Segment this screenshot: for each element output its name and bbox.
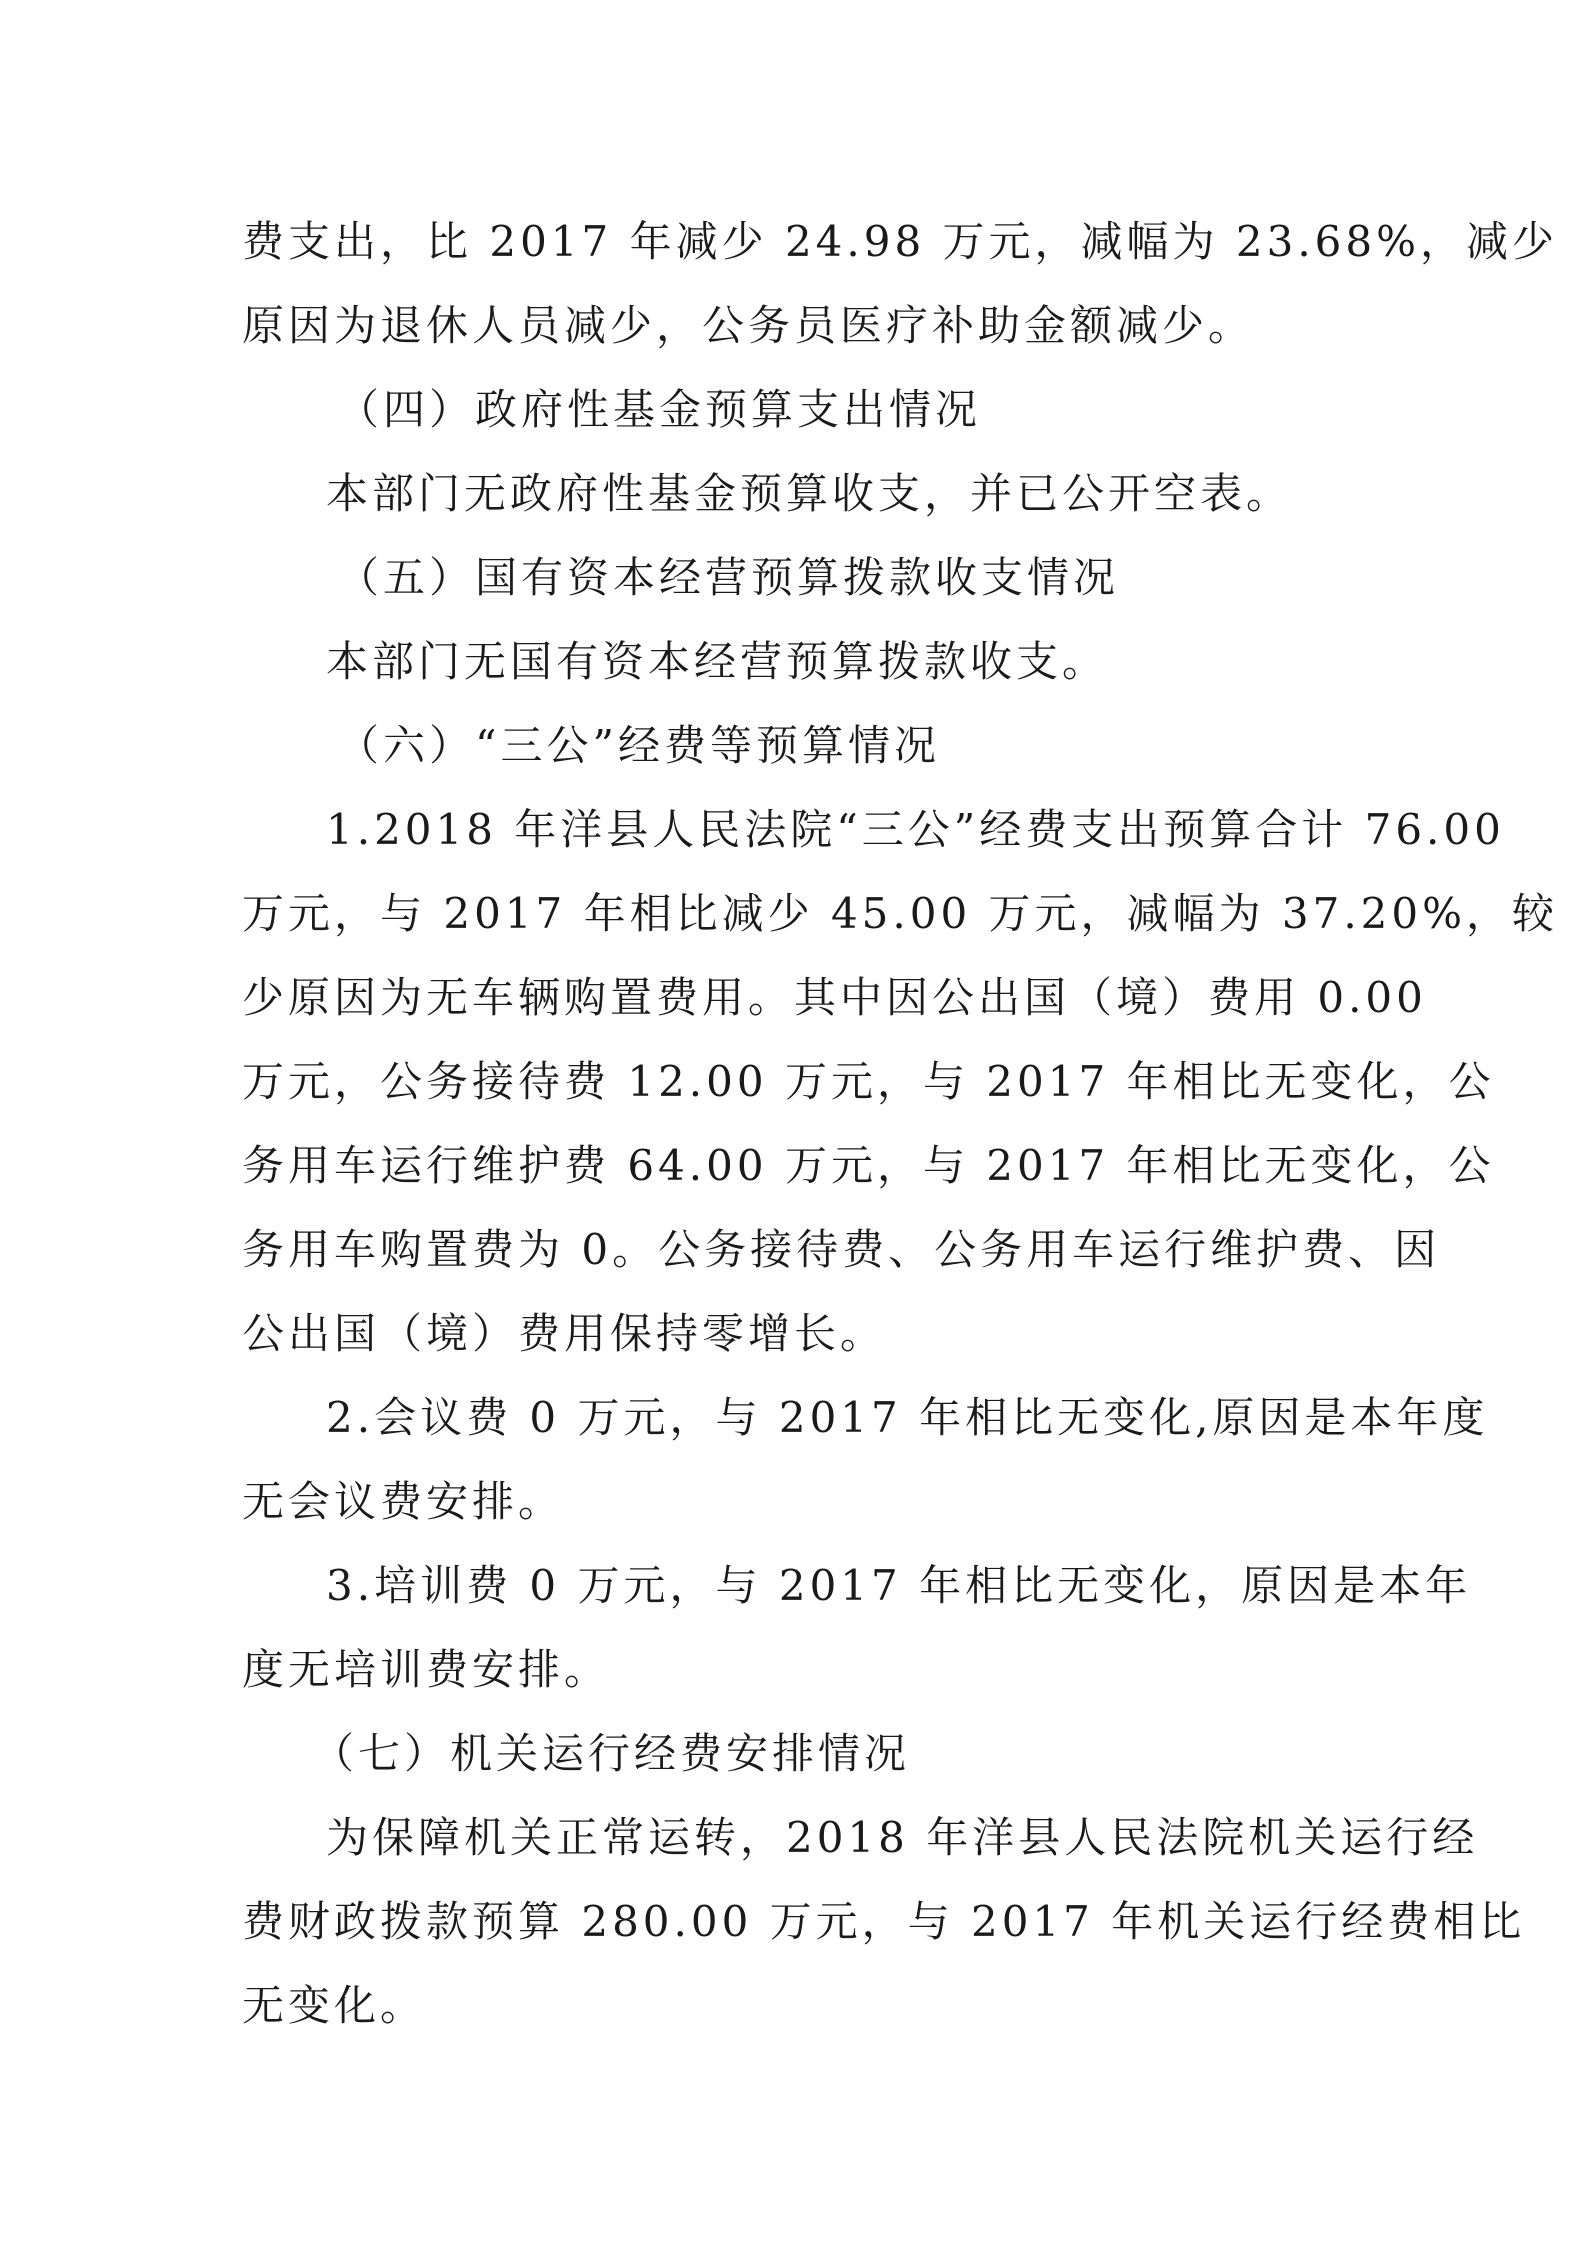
text-line: 无变化。 [242, 1981, 427, 2030]
heading-text: （四）政府性基金预算支出情况 [337, 385, 982, 434]
heading-text: （五）国有资本经营预算拨款收支情况 [337, 553, 1120, 602]
text-line: 1.2018 年洋县人民法院“三公”经费支出预算合计 76.00 [326, 805, 1505, 854]
text-line: 无会议费安排。 [242, 1477, 565, 1526]
paragraph-state-capital [242, 620, 1352, 704]
paragraph-operating-expense [242, 1796, 1526, 2048]
text-line: 原因为退休人员减少，公务员医疗补助金额减少。 [242, 301, 1255, 350]
document-body [242, 200, 1559, 2048]
text-line: 为保障机关正常运转，2018 年洋县人民法院机关运行经 [326, 1813, 1479, 1862]
text-line: 少原因为无车辆购置费用。其中因公出国（境）费用 0.00 [242, 973, 1427, 1022]
text-line: 公出国（境）费用保持零增长。 [242, 1309, 887, 1358]
section-heading-6 [242, 704, 1352, 788]
text-line: 度无培训费安排。 [242, 1645, 611, 1694]
text-line: 费支出，比 2017 年减少 24.98 万元，减幅为 23.68%，减少 [242, 217, 1559, 266]
heading-text: （七）机关运行经费安排情况 [312, 1729, 911, 1778]
text-line: 3.培训费 0 万元，与 2017 年相比无变化，原因是本年 [326, 1561, 1472, 1610]
paragraph-meeting-expense [242, 1376, 1489, 1544]
paragraph-three-public-expenses [242, 788, 1559, 1376]
text-line: 万元，与 2017 年相比减少 45.00 万元，减幅为 37.20%，较 [242, 889, 1559, 938]
section-heading-5 [242, 536, 1352, 620]
text-line: 费财政拨款预算 280.00 万元，与 2017 年机关运行经费相比 [242, 1897, 1526, 1946]
section-heading-4 [242, 368, 1352, 452]
text-line: 本部门无政府性基金预算收支，并已公开空表。 [326, 469, 1293, 518]
paragraph-training-expense [242, 1544, 1472, 1712]
text-line: 本部门无国有资本经营预算拨款收支。 [326, 637, 1109, 686]
text-line: 万元，公务接待费 12.00 万元，与 2017 年相比无变化，公 [242, 1057, 1495, 1106]
section-heading-7 [242, 1712, 1352, 1796]
paragraph-gov-fund [242, 452, 1352, 536]
text-line: 务用车运行维护费 64.00 万元，与 2017 年相比无变化，公 [242, 1141, 1495, 1190]
text-line: 2.会议费 0 万元，与 2017 年相比无变化,原因是本年度 [326, 1393, 1489, 1442]
heading-text: （六）“三公”经费等预算情况 [337, 721, 940, 770]
paragraph-expense-decrease [242, 200, 1559, 368]
text-line: 务用车购置费为 0。公务接待费、公务用车运行维护费、因 [242, 1225, 1441, 1274]
